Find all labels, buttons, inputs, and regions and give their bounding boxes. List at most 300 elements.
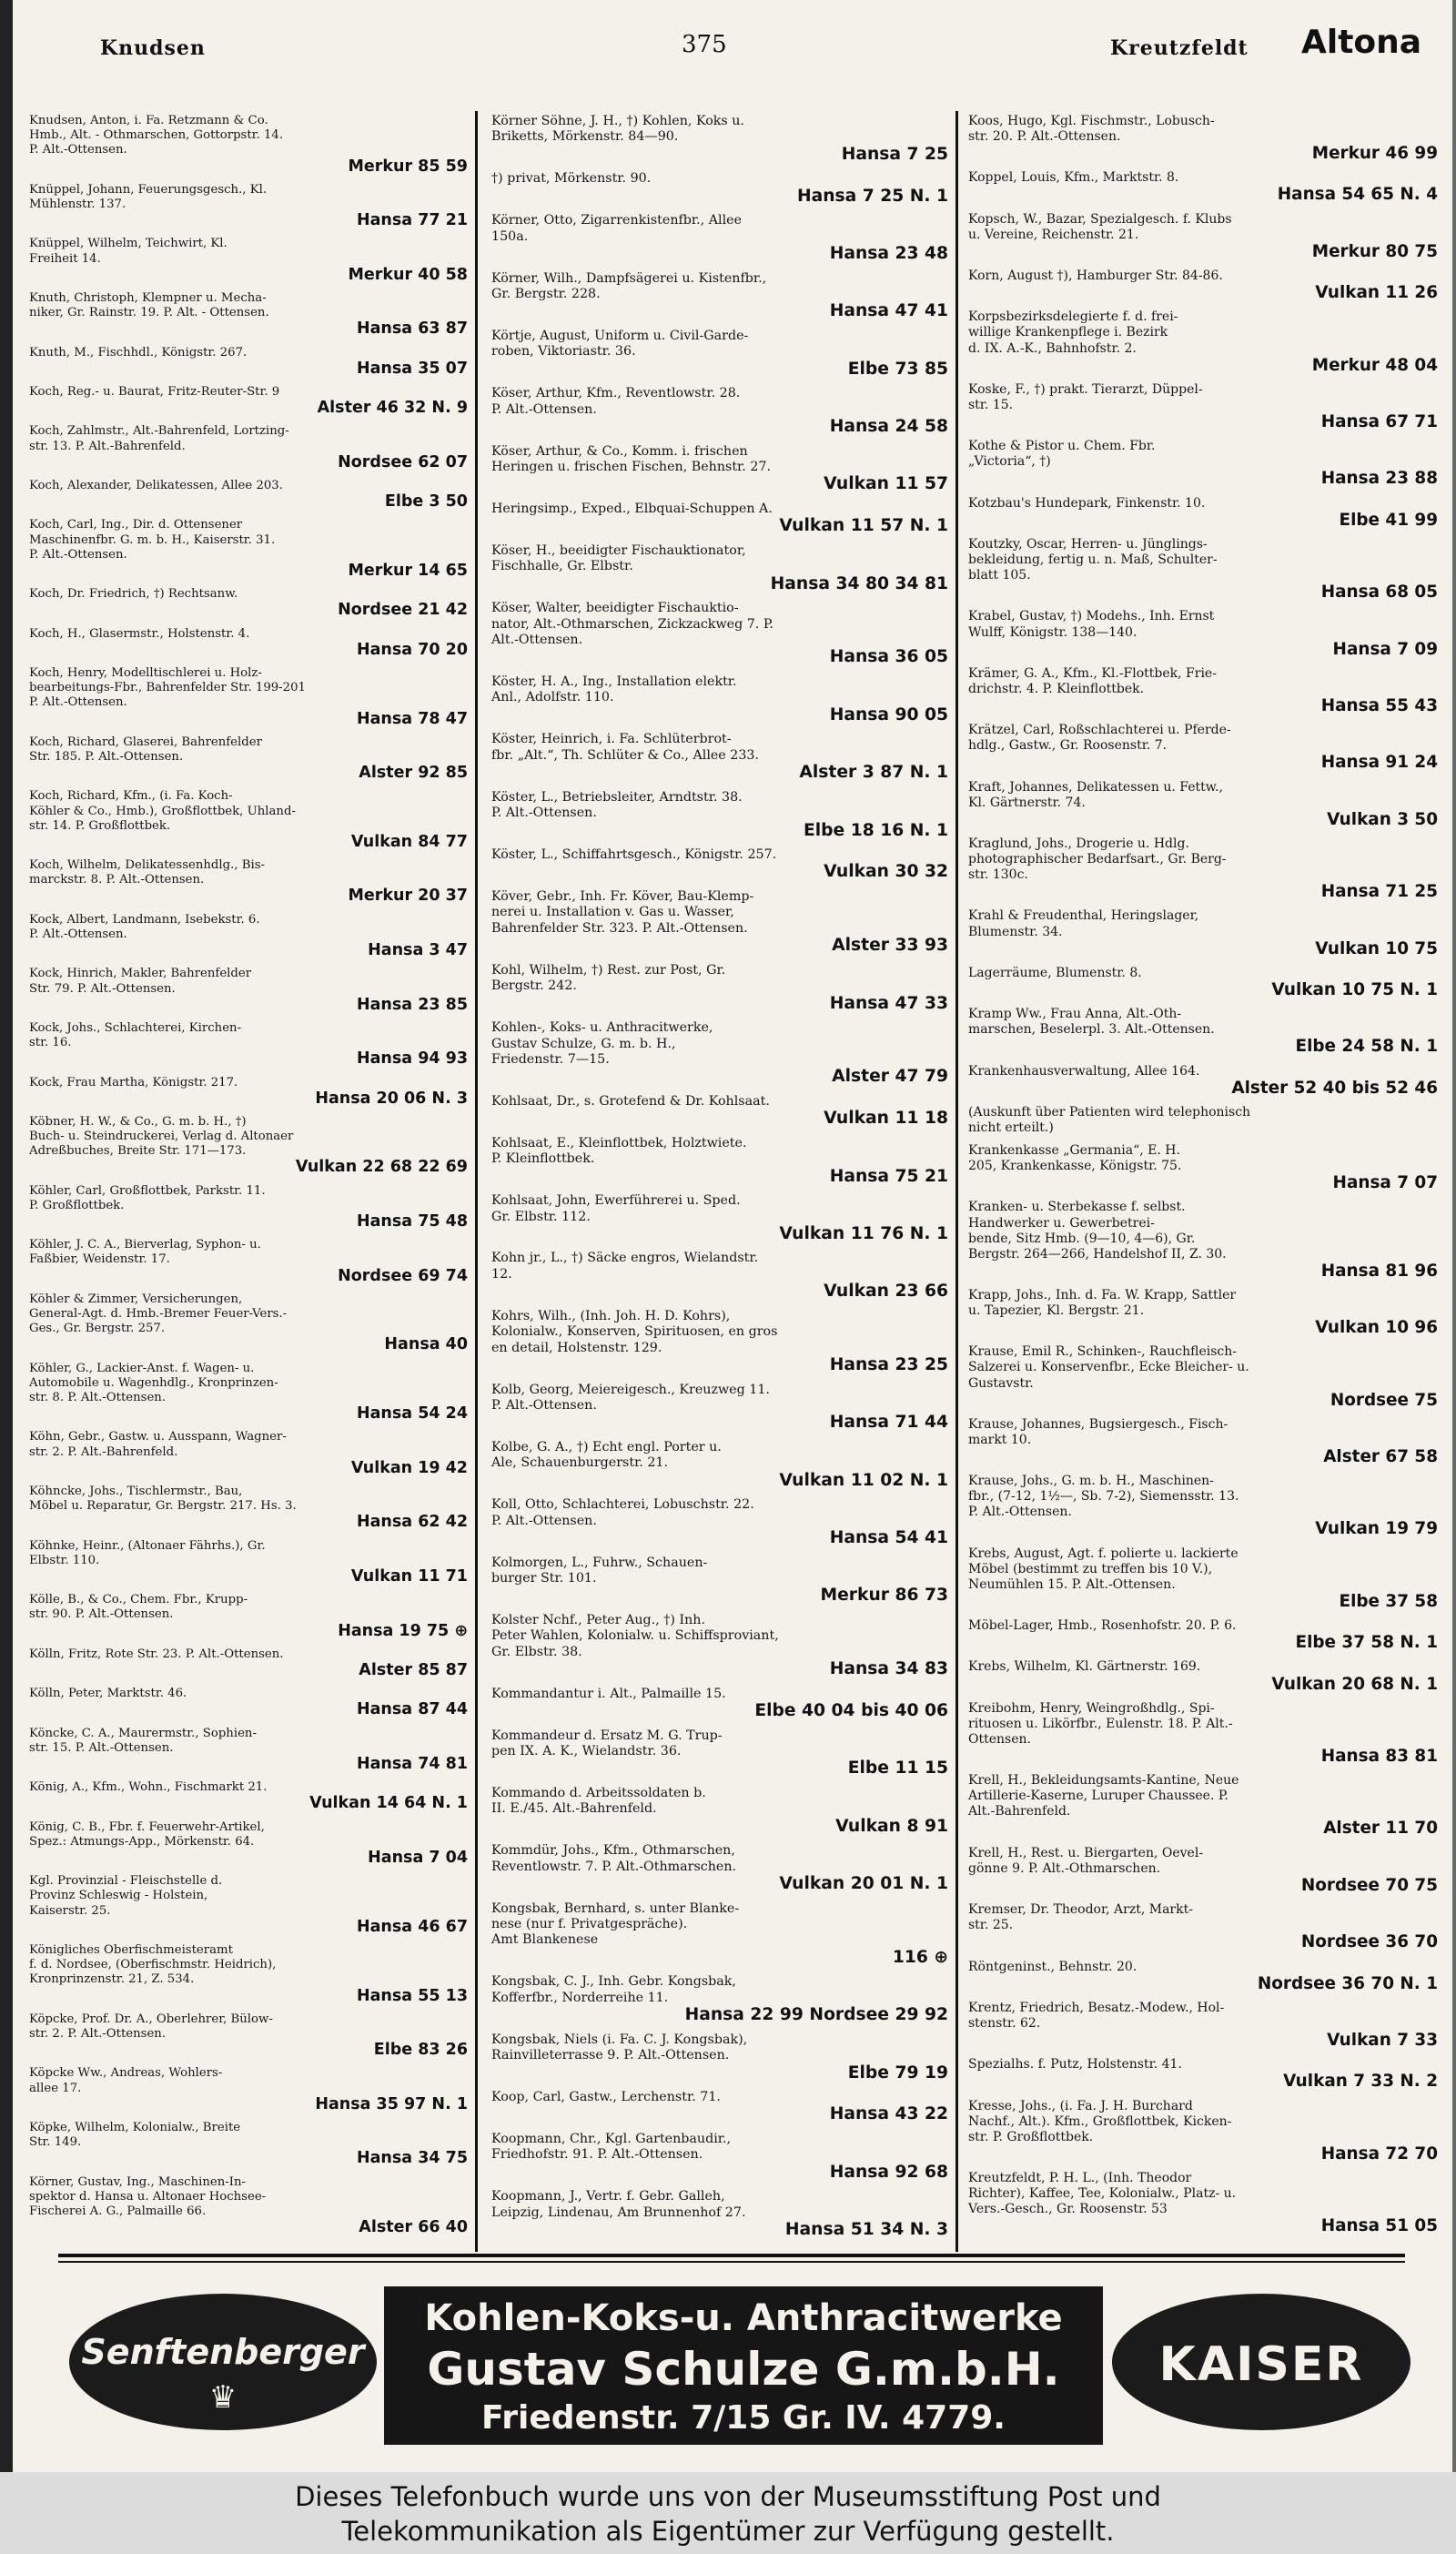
directory-entry <box>486 1091 952 1133</box>
entry-phone-number: Hansa 23 25 <box>829 1355 948 1374</box>
directory-entry <box>963 664 1441 720</box>
entry-text: Knuth, Christoph, Klempner u. Mecha- niker, Gr. Rainstr. 19. P. Alt. - Ottensen. <box>29 290 269 320</box>
entry-phone-number: Merkur 14 65 <box>348 561 468 580</box>
entry-text: Kölln, Fritz, Rote Str. 23. P. Alt.-Ottensen. <box>29 1647 284 1661</box>
entry-phone-number: Vulkan 11 57 <box>824 474 948 494</box>
entry-text: Krämer, G. A., Kfm., Kl.-Flottbek, Frie- drichstr. 4. P. Kleinflottbek. <box>968 665 1217 696</box>
entry-text: Koch, Richard, Glaserei, Bahrenfelder Str. 185. P. Alt.-Ottensen. <box>29 735 262 764</box>
column-2 <box>486 111 952 2252</box>
entry-text: Köhler & Zimmer, Versicherungen, General-Agt. d. Hmb.-Bremer Feuer-Vers.- Ges., Gr. Bergstr. 257. <box>29 1292 288 1336</box>
entry-phone-number: Vulkan 14 64 N. 1 <box>309 1794 468 1813</box>
entry-text: Krebs, August, Agt. f. polierte u. lackierte Möbel (bestimmt zu treffen bis 10 V.), Neumühlen 15. P. Alt.-Ottensen. <box>968 1546 1239 1592</box>
entry-text: Kresse, Johs., (i. Fa. J. H. Burchard Nachf., Alt.). Kfm., Großflottbek, Kicken- str. P. Großflottbek. <box>968 2098 1232 2144</box>
directory-entry <box>963 2168 1441 2240</box>
entry-phone-number: Hansa 72 70 <box>1320 2144 1438 2164</box>
ad-headline: Kohlen-Koks-u. Anthracitwerke <box>424 2297 1063 2339</box>
directory-entry <box>486 1248 952 1305</box>
entry-text: Koch, H., Glasermstr., Holstenstr. 4. <box>29 626 250 641</box>
header-city: Altona <box>1301 24 1422 61</box>
directory-entry <box>24 1482 471 1536</box>
directory-entry <box>963 436 1441 492</box>
header-last-entry: Kreutzfeldt <box>1110 36 1249 60</box>
entry-text: Kothe & Pistor u. Chem. Fbr. „Victoria“, †) <box>968 439 1156 470</box>
entry-phone-number: Nordsee 36 70 <box>1300 1932 1438 1952</box>
directory-entry <box>963 209 1441 266</box>
entry-phone-number: Vulkan 20 01 N. 1 <box>779 1874 948 1894</box>
entry-phone-number: Vulkan 10 75 N. 1 <box>1271 979 1438 999</box>
entry-text: Kolbe, G. A., †) Echt engl. Porter u. Ale, Schauenburgerstr. 21. <box>491 1439 722 1471</box>
entry-phone-number: Hansa 7 04 <box>368 1849 468 1867</box>
entry-text: Kommandeur d. Ersatz M. G. Trup- pen IX. A. K., Wielandstr. 36. <box>491 1728 723 1759</box>
entry-phone-number: Vulkan 30 32 <box>824 862 948 882</box>
entry-text: Kgl. Provinzial - Fleischstelle d. Provinz Schleswig - Holstein, Kaiserstr. 25. <box>29 1874 223 1918</box>
entry-text: Knuth, M., Fischhdl., Königstr. 267. <box>29 345 248 360</box>
directory-entry <box>24 1778 471 1817</box>
entry-phone-number: Hansa 22 99 Nordsee 29 92 <box>684 2005 948 2025</box>
directory-entry <box>24 1724 471 1779</box>
entry-phone-number: Hansa 20 06 N. 3 <box>315 1089 468 1108</box>
directory-entry <box>963 167 1441 208</box>
entry-text: Kohlsaat, John, Ewerführerei u. Sped. Gr. Elbstr. 112. <box>491 1193 741 1224</box>
entry-text: Köpcke, Prof. Dr. A., Oberlehrer, Bülow- str. 2. P. Alt.-Ottensen. <box>29 2012 273 2041</box>
entry-phone-number: Nordsee 21 42 <box>338 601 468 620</box>
entry-text: Krell, H., Bekleidungsamts-Kantine, Neue Artillerie-Kaserne, Luruper Chaussee. P. Alt.-Bahrenfeld. <box>968 1773 1239 1819</box>
entry-text: Kohlsaat, Dr., s. Grotefend & Dr. Kohlsaat. <box>491 1093 770 1109</box>
directory-entry <box>24 1590 471 1645</box>
directory-entry <box>963 2096 1441 2168</box>
directory-entry <box>24 234 471 289</box>
entry-text: Kolmorgen, L., Fuhrw., Schauen- burger Str. 101. <box>491 1555 708 1586</box>
entry-text: Koos, Hugo, Kgl. Fischmstr., Lobusch- str. 20. P. Alt.-Ottensen. <box>968 114 1215 145</box>
entry-phone-number: Hansa 34 75 <box>356 2149 468 2168</box>
entry-text: Kohlen-, Koks- u. Anthracitwerke, Gustav Schulze, G. m. b. H., Friedenstr. 7—15. <box>491 1020 713 1067</box>
directory-entry <box>486 2129 952 2186</box>
entry-phone-number: Vulkan 11 71 <box>350 1566 468 1586</box>
directory-entry <box>24 1684 471 1723</box>
directory-entry <box>24 2063 471 2118</box>
entry-phone-number: Hansa 47 41 <box>829 301 948 321</box>
entry-phone-number: Vulkan 19 79 <box>1315 1519 1438 1539</box>
entry-phone-number: Elbe 41 99 <box>1339 510 1438 530</box>
directory-entry <box>24 1019 471 1073</box>
directory-entry <box>486 1133 952 1191</box>
entry-text: Heringsimp., Exped., Elbquai-Schuppen A. <box>491 502 773 517</box>
directory-entry <box>486 1840 952 1898</box>
entry-phone-number: Hansa 35 07 <box>356 359 468 378</box>
directory-entry <box>963 1102 1441 1140</box>
entry-phone-number: Elbe 83 26 <box>373 2041 468 2060</box>
directory-entry <box>963 1544 1441 1616</box>
directory-entry <box>486 2087 952 2129</box>
entry-phone-number: Hansa 51 05 <box>1320 2216 1438 2236</box>
directory-entry <box>486 672 952 729</box>
directory-entry <box>963 266 1441 307</box>
entry-text: Kolster Nchf., Peter Aug., †) Inh. Peter Wahlen, Kolonialw. u. Schiffsproviant, Gr. Elbstr. 38. <box>491 1612 779 1659</box>
entry-text: Köhnke, Heinr., (Altonaer Fährhs.), Gr. Elbstr. 110. <box>29 1538 266 1567</box>
directory-entry <box>963 1998 1441 2054</box>
entry-phone-number: Hansa 34 80 34 81 <box>770 573 948 593</box>
directory-entry <box>24 111 471 180</box>
entry-phone-number: Hansa 92 68 <box>829 2162 948 2182</box>
entry-phone-number: Vulkan 11 76 N. 1 <box>779 1223 948 1243</box>
entry-text: Kremser, Dr. Theodor, Arzt, Markt- str. 25. <box>968 1902 1193 1933</box>
entry-text: Kongsbak, Niels (i. Fa. C. J. Kongsbak), Rainvilleterrasse 9. P. Alt.-Ottensen. <box>491 2032 748 2063</box>
directory-entry <box>963 380 1441 436</box>
entry-text: Koch, Dr. Friedrich, †) Rechtsanw. <box>29 587 238 602</box>
entry-text: †) privat, Mörkenstr. 90. <box>491 171 652 187</box>
entry-text: Kohrs, Wilh., (Inh. Joh. H. D. Kohrs), Kolonialw., Konserven, Spirituosen, en gros en detail, Holstenstr. 129. <box>491 1308 778 1355</box>
directory-entry <box>486 1018 952 1091</box>
entry-phone-number: Hansa 67 71 <box>1320 412 1438 432</box>
entry-phone-number: Hansa 3 47 <box>368 941 468 960</box>
entry-text: Koch, Wilhelm, Delikatessenhdlg., Bis- marckstr. 8. P. Alt.-Ottensen. <box>29 858 265 887</box>
entry-phone-number: Elbe 3 50 <box>384 492 468 512</box>
directory-entry <box>486 441 952 499</box>
directory-entry <box>24 910 471 965</box>
entry-phone-number: Vulkan 10 96 <box>1315 1318 1438 1338</box>
directory-entry <box>486 1380 952 1437</box>
entry-text: Köncke, C. A., Maurermstr., Sophien- str. 15. P. Alt.-Ottensen. <box>29 1726 257 1755</box>
entry-text: Kommandantur i. Alt., Palmaille 15. <box>491 1686 726 1701</box>
entry-phone-number: Nordsee 69 74 <box>338 1266 468 1285</box>
directory-entry <box>963 534 1441 606</box>
page-edge <box>0 0 13 2472</box>
entry-phone-number: Merkur 46 99 <box>1311 144 1438 164</box>
entry-phone-number: Vulkan 11 18 <box>824 1109 948 1129</box>
directory-entry <box>486 541 952 598</box>
directory-entry <box>486 499 952 541</box>
entry-phone-number: Hansa 94 93 <box>356 1049 468 1069</box>
directory-entry <box>24 1359 471 1428</box>
directory-entry <box>963 307 1441 379</box>
entry-phone-number: Vulkan 7 33 N. 2 <box>1283 2072 1438 2092</box>
entry-phone-number: Hansa 75 48 <box>356 1212 468 1231</box>
directory-entry <box>24 1871 471 1941</box>
directory-entry <box>24 515 471 584</box>
entry-phone-number: Hansa 54 24 <box>356 1404 468 1424</box>
entry-text: Kohn jr., L., †) Säcke engros, Wielandstr. 12. <box>491 1251 759 1282</box>
directory-entry <box>486 1553 952 1610</box>
directory-entry <box>963 2054 1441 2095</box>
advertisement <box>13 2266 1452 2472</box>
directory-entry <box>963 1471 1441 1543</box>
entry-text: Kreutzfeldt, P. H. L., (Inh. Theodor Richter), Kaffee, Tee, Kolonialw., Platz- u. Vers.-Gesch., Gr. Roosenstr. 53 <box>968 2170 1237 2217</box>
entry-text: Kommdür, Johs., Kfm., Othmarschen, Reventlowstr. 7. P. Alt.-Othmarschen. <box>491 1843 737 1874</box>
entry-phone-number: Elbe 79 19 <box>847 2062 948 2083</box>
entry-phone-number: Hansa 7 25 <box>841 144 948 164</box>
directory-entry <box>486 326 952 383</box>
entry-text: Korn, August †), Hamburger Str. 84-86. <box>968 269 1223 284</box>
entry-phone-number: Hansa 68 05 <box>1320 583 1438 603</box>
directory-entry <box>24 964 471 1019</box>
ad-box <box>384 2286 1103 2445</box>
directory-entry <box>486 1783 952 1840</box>
directory-entry <box>486 598 952 672</box>
entry-phone-number: Merkur 86 73 <box>820 1586 948 1606</box>
page-number: 375 <box>682 31 727 58</box>
entry-text: Krentz, Friedrich, Besatz.-Modew., Hol- stenstr. 62. <box>968 2000 1225 2031</box>
entry-text: Köhncke, Johs., Tischlermstr., Bau, Möbel u. Reparatur, Gr. Bergstr. 217. Hs. 3. <box>29 1485 297 1514</box>
entry-phone-number: Hansa 34 83 <box>829 1659 948 1679</box>
entry-text: Krapp, Johs., Inh. d. Fa. W. Krapp, Sattler u. Tapezier, Kl. Bergstr. 21. <box>968 1287 1237 1319</box>
entry-phone-number: Hansa 70 20 <box>356 640 468 659</box>
entry-text: Körner Söhne, J. H., †) Kohlen, Koks u. Briketts, Mörkenstr. 84—90. <box>491 114 744 145</box>
entry-phone-number: Hansa 40 <box>384 1335 468 1354</box>
entry-text: Knüppel, Johann, Feuerungsgesch., Kl. Mühlenstr. 137. <box>29 182 268 211</box>
entry-phone-number: Hansa 91 24 <box>1320 753 1438 773</box>
entry-text: Krahl & Freudenthal, Heringslager, Blumenstr. 34. <box>968 908 1199 939</box>
column-3 <box>963 111 1441 2252</box>
entry-text: Koch, Reg.- u. Baurat, Fritz-Reuter-Str. 9 <box>29 384 280 399</box>
entry-phone-number: Hansa 77 21 <box>356 211 468 230</box>
directory-entry <box>963 906 1441 962</box>
entry-phone-number: Nordsee 36 70 N. 1 <box>1257 1973 1438 1993</box>
directory-entry <box>24 1073 471 1112</box>
entry-text: Köser, Walter, beeidigter Fischauktio- nator, Alt.-Othmarschen, Zickzackweg 7. P. Alt.-Ottensen. <box>491 601 774 648</box>
entry-text: Korpsbezirksdelegierte f. d. frei- willige Krankenpflege i. Bezirk d. IX. A.-K., Bahnhofstr. 2. <box>968 309 1178 356</box>
directory-entry <box>486 1495 952 1552</box>
entry-phone-number: Hansa 7 09 <box>1332 639 1438 659</box>
entry-phone-number: Vulkan 11 02 N. 1 <box>779 1470 948 1490</box>
entry-text: Köhn, Gebr., Gastw. u. Ausspann, Wagner- str. 2. P. Alt.-Bahrenfeld. <box>29 1430 287 1459</box>
entry-text: Kongsbak, C. J., Inh. Gebr. Kongsbak, Kofferfbr., Norderreihe 11. <box>491 1974 736 2005</box>
directory-entry <box>963 1414 1441 1471</box>
entry-phone-number: Merkur 85 59 <box>348 157 468 176</box>
directory-entry <box>963 1285 1441 1342</box>
directory-entry <box>486 1684 952 1726</box>
directory-entry <box>24 1536 471 1591</box>
kaiser-logo <box>1112 2294 1410 2430</box>
entry-phone-number: Alster 46 32 N. 9 <box>317 399 468 418</box>
directory-entry <box>486 1899 952 1972</box>
directory-entry <box>963 1900 1441 1956</box>
entry-phone-number: Hansa 63 87 <box>356 319 468 339</box>
entry-phone-number: Vulkan 10 75 <box>1315 938 1438 958</box>
directory-entry <box>486 1437 952 1495</box>
entry-phone-number: Vulkan 3 50 <box>1327 809 1438 829</box>
entry-phone-number: Hansa 74 81 <box>356 1754 468 1773</box>
directory-entry <box>963 1698 1441 1770</box>
entry-phone-number: Merkur 48 04 <box>1311 355 1438 375</box>
entry-text: König, A., Kfm., Wohn., Fischmarkt 21. <box>29 1780 268 1795</box>
directory-entry <box>24 2173 471 2242</box>
entry-phone-number: Alster 52 40 bis 52 46 <box>1231 1078 1438 1098</box>
directory-entry <box>963 111 1441 167</box>
entry-text: Spezialhs. f. Putz, Holstenstr. 41. <box>968 2057 1182 2073</box>
directory-entry <box>486 1191 952 1248</box>
running-head <box>13 20 1452 71</box>
directory-entry <box>24 1427 471 1482</box>
entry-phone-number: Hansa 47 33 <box>829 993 948 1013</box>
directory-entry <box>486 1971 952 2029</box>
entry-text: Köpcke Ww., Andreas, Wohlers- allee 17. <box>29 2066 223 2095</box>
entry-phone-number: Hansa 23 85 <box>356 995 468 1014</box>
directory-entry <box>486 168 952 210</box>
directory-entry <box>963 1004 1441 1060</box>
bottom-rule <box>58 2254 1405 2257</box>
ad-address: Friedenstr. 7/15 Gr. IV. 4779. <box>481 2399 1006 2437</box>
bottom-rule <box>58 2261 1405 2263</box>
entry-text: Krell, H., Rest. u. Biergarten, Oevel- gönne 9. P. Alt.-Othmarschen. <box>968 1845 1204 1876</box>
entry-phone-number: Hansa 54 41 <box>829 1528 948 1548</box>
column-divider <box>956 111 958 2252</box>
ad-company: Gustav Schulze G.m.b.H. <box>427 2343 1060 2396</box>
entry-text: Körner, Gustav, Ing., Maschinen-In- spektor d. Hansa u. Altonaer Hochsee- Fischerei A. G., Palmaille 66. <box>29 2174 267 2218</box>
directory-entry <box>486 1306 952 1380</box>
directory-entry <box>24 856 471 910</box>
entry-phone-number: Nordsee 75 <box>1330 1390 1438 1410</box>
entry-phone-number: Elbe 40 04 bis 40 06 <box>754 1701 948 1721</box>
entry-phone-number: Alster 3 87 N. 1 <box>799 763 948 783</box>
entry-text: Kongsbak, Bernhard, s. unter Blanke- nese (nur f. Privatgespräche). Amt Blankenese <box>491 1900 740 1948</box>
entry-phone-number: Vulkan 19 42 <box>350 1458 468 1477</box>
entry-phone-number: Hansa 71 25 <box>1320 882 1438 902</box>
entry-phone-number: Nordsee 70 75 <box>1300 1875 1438 1895</box>
entry-text: Krankenkasse „Germania“, E. H. 205, Krankenkasse, Königstr. 75. <box>968 1143 1182 1174</box>
entry-text: Köbner, H. W., & Co., G. m. b. H., †) Buch- u. Steindruckerei, Verlag d. Altonaer Adreßbuches, Breite Str. 171—173. <box>29 1114 294 1159</box>
entry-text: Knüppel, Wilhelm, Teichwirt, Kl. Freiheit 14. <box>29 237 228 266</box>
directory-entry <box>963 1770 1441 1842</box>
entry-phone-number: Alster 85 87 <box>359 1660 468 1679</box>
directory-entry <box>486 269 952 326</box>
footer-line-2: Telekommunikation als Eigentümer zur Verfügung gestellt. <box>341 2516 1115 2547</box>
entry-text: Kock, Johs., Schlachterei, Kirchen- str. 16. <box>29 1020 242 1050</box>
directory-entry <box>24 382 471 421</box>
entry-text: Körner, Otto, Zigarrenkistenfbr., Allee 150a. <box>491 213 743 244</box>
entry-text: Kraft, Johannes, Delikatessen u. Fettw., Kl. Gärtnerstr. 74. <box>968 779 1223 810</box>
entry-text: Köser, Arthur, & Co., Komm. i. frischen Heringen u. frischen Fischen, Behnstr. 27. <box>491 443 772 475</box>
entry-phone-number: Hansa 71 44 <box>829 1413 948 1433</box>
directory-entry <box>24 2118 471 2173</box>
directory-entry <box>486 2030 952 2087</box>
directory-entry <box>486 111 952 168</box>
directory-entry <box>24 1818 471 1872</box>
directory-entry <box>963 1843 1441 1900</box>
entry-phone-number: Vulkan 22 68 22 69 <box>295 1158 468 1177</box>
directory-entry <box>24 289 471 343</box>
entry-text: Kölle, B., & Co., Chem. Fbr., Krupp- str. 90. P. Alt.-Ottensen. <box>29 1593 248 1622</box>
senftenberger-logo-text: Senftenberger <box>81 2332 365 2372</box>
entry-phone-number: Alster 67 58 <box>1323 1446 1438 1466</box>
directory-entry <box>486 210 952 268</box>
directory-entry <box>24 664 471 733</box>
entry-phone-number: Vulkan 7 33 <box>1327 2030 1438 2050</box>
entry-text: Krabel, Gustav, †) Modehs., Inh. Ernst Wulff, Königstr. 138—140. <box>968 609 1215 640</box>
entry-phone-number: Elbe 73 85 <box>847 359 948 379</box>
entry-text: Kommando d. Arbeitssoldaten b. II. E./45. Alt.-Bahrenfeld. <box>491 1785 706 1817</box>
entry-text: (Auskunft über Patienten wird telephonisch nicht erteilt.) <box>968 1104 1251 1135</box>
directory-entry <box>963 834 1441 906</box>
directory-entry <box>486 2186 952 2244</box>
entry-phone-number: Alster 47 79 <box>832 1067 948 1087</box>
entry-text: Kock, Hinrich, Makler, Bahrenfelder Str. 79. P. Alt.-Ottensen. <box>29 967 252 996</box>
entry-text: Köhler, G., Lackier-Anst. f. Wagen- u. Automobile u. Wagenhdlg., Kronprinzen- str. 8. P. Alt.-Ottensen. <box>29 1361 278 1404</box>
directory-entry <box>963 606 1441 663</box>
entry-text: Krebs, Wilhelm, Kl. Gärtnerstr. 169. <box>968 1659 1201 1675</box>
entry-phone-number: Hansa 35 97 N. 1 <box>315 2094 468 2113</box>
entry-text: Körtje, August, Uniform u. Civil-Garde- roben, Viktoriastr. 36. <box>491 328 749 360</box>
directory-entry <box>486 960 952 1018</box>
directory-entry <box>963 1616 1441 1657</box>
directory-entry <box>24 476 471 515</box>
column-divider <box>475 111 478 2252</box>
directory-entry <box>963 1342 1441 1414</box>
directory-entry <box>963 1061 1441 1102</box>
directory-entry <box>24 1941 471 2010</box>
entry-phone-number: Elbe 18 16 N. 1 <box>804 820 948 840</box>
entry-text: Köser, H., beeidigter Fischauktionator, Fischhalle, Gr. Elbstr. <box>491 542 746 574</box>
entry-text: Krause, Emil R., Schinken-, Rauchfleisch- Salzerei u. Konservenfbr., Ecke Bleicher- u. Gustavstr. <box>968 1344 1249 1391</box>
entry-phone-number: Vulkan 11 26 <box>1315 283 1438 303</box>
directory-entry <box>963 963 1441 1004</box>
entry-phone-number: Hansa 81 96 <box>1320 1261 1438 1281</box>
entry-phone-number: Hansa 55 13 <box>356 1986 468 2005</box>
entry-text: Königliches Oberfischmeisteramt f. d. Nordsee, (Oberfischmstr. Heidrich), Kronprinzenstr. 21, Z. 534. <box>29 1943 277 1987</box>
directory-entry <box>24 343 471 382</box>
entry-text: Koutzky, Oscar, Herren- u. Jünglings- bekleidung, fertig u. n. Maß, Schulter- blatt 105. <box>968 536 1218 583</box>
entry-phone-number: Hansa 83 81 <box>1320 1747 1438 1767</box>
entry-phone-number: Alster 66 40 <box>359 2218 468 2237</box>
entry-phone-number: Merkur 80 75 <box>1311 241 1438 261</box>
entry-text: Köhler, J. C. A., Bierverlag, Syphon- u. Faßbier, Weidenstr. 17. <box>29 1238 261 1267</box>
directory-entry <box>963 1657 1441 1698</box>
entry-text: Koch, Richard, Kfm., (i. Fa. Koch- Köhler & Co., Hmb.), Großflottbek, Uhland- str. 14. P. Großflottbek. <box>29 789 296 833</box>
entry-phone-number: Alster 11 70 <box>1323 1819 1438 1839</box>
entry-text: Koppel, Louis, Kfm., Marktstr. 8. <box>968 170 1179 186</box>
directory-entry <box>486 383 952 441</box>
entry-phone-number: Alster 92 85 <box>359 764 468 783</box>
footer-line-1: Dieses Telefonbuch wurde uns von der Museumsstiftung Post und <box>295 2481 1161 2512</box>
entry-text: Köster, L., Schiffahrtsgesch., Königstr. 257. <box>491 847 777 863</box>
entry-phone-number: Vulkan 23 66 <box>824 1282 948 1302</box>
entry-text: Köver, Gebr., Inh. Fr. Köver, Bau-Klemp- nerei u. Installation v. Gas u. Wasser, Bahrenfelder Str. 323. P. Alt.-Ottensen. <box>491 889 754 936</box>
entry-phone-number: Merkur 40 58 <box>348 265 468 284</box>
entry-text: Kotzbau's Hundepark, Finkenstr. 10. <box>968 495 1206 511</box>
entry-text: Köhler, Carl, Großflottbek, Parkstr. 11. P. Großflottbek. <box>29 1183 266 1212</box>
entry-text: Kranken- u. Sterbekasse f. selbst. Handwerker u. Gewerbetrei- bende, Sitz Hmb. (9—10, 4—6), Gr. Bergstr. 264—266, Handelshof II, Z. 30. <box>968 1200 1227 1262</box>
directory-entry <box>963 720 1441 776</box>
senftenberger-logo <box>69 2294 377 2430</box>
entry-text: Koch, Alexander, Delikatessen, Allee 203. <box>29 478 283 492</box>
entry-phone-number: Hansa 19 75 ⊕ <box>338 1621 468 1640</box>
entry-text: König, C. B., Fbr. f. Feuerwehr-Artikel, Spez.: Atmungs-App., Mörkenstr. 64. <box>29 1819 265 1849</box>
entry-text: Krause, Johs., G. m. b. H., Maschinen- fbr., (7-12, 1½—, Sb. 7-2), Siemensstr. 13. P. Alt.-Ottensen. <box>968 1474 1239 1520</box>
entry-phone-number: Vulkan 8 91 <box>835 1816 948 1836</box>
entry-phone-number: Hansa 23 88 <box>1320 469 1438 489</box>
directory-entry <box>24 2010 471 2064</box>
entry-phone-number: Hansa 54 65 N. 4 <box>1277 185 1438 205</box>
entry-phone-number: Hansa 62 42 <box>356 1513 468 1532</box>
entry-text: Koch, Carl, Ing., Dir. d. Ottensener Maschinenfbr. G. m. b. H., Kaiserstr. 31. P. Alt.-Ottensen. <box>29 518 276 562</box>
directory-entry <box>963 493 1441 534</box>
entry-phone-number: Hansa 46 67 <box>356 1917 468 1936</box>
directory-entry <box>24 1290 471 1359</box>
directory-entry <box>24 1112 471 1181</box>
directory-entry <box>24 1645 471 1684</box>
entry-phone-number: Vulkan 20 68 N. 1 <box>1271 1674 1438 1694</box>
directory-entry <box>486 845 952 887</box>
entry-phone-number: Vulkan 11 57 N. 1 <box>779 516 948 536</box>
entry-phone-number: Hansa 78 47 <box>356 709 468 728</box>
directory-entry <box>24 584 471 623</box>
entry-phone-number: Merkur 20 37 <box>348 887 468 906</box>
header-first-entry: Knudsen <box>100 36 206 60</box>
directory-entry <box>963 1957 1441 1998</box>
entry-phone-number: Hansa 23 48 <box>829 244 948 264</box>
entry-phone-number: Elbe 37 58 <box>1339 1591 1438 1611</box>
directory-page <box>13 0 1452 2472</box>
directory-entry <box>486 787 952 845</box>
